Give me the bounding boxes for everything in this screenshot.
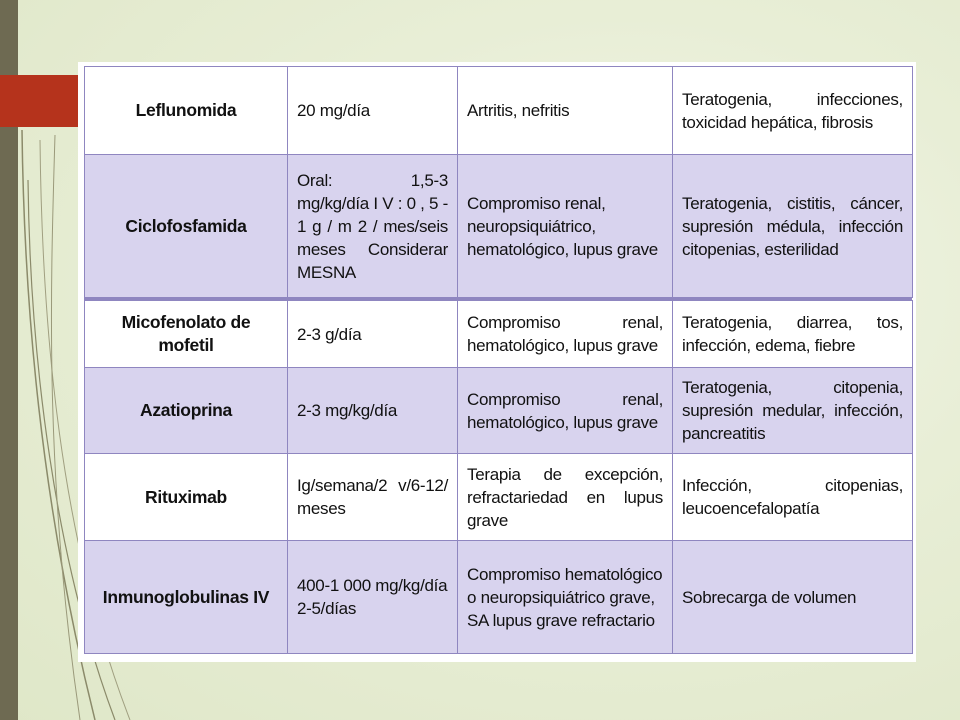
indication-cell: Artritis, nefritis [458,67,673,155]
dose-cell: 2-3 g/día [288,301,458,368]
red-accent-tab [0,75,78,127]
indication-cell: Compromiso renal, neuropsiquiátrico, hematológico, lupus grave [458,155,673,298]
indication-cell: Compromiso renal, hematológico, lupus grave [458,301,673,368]
drug-name: Rituximab [85,454,288,541]
indication-cell: Compromiso hematológico o neuropsiquiátrico grave, SA lupus grave refractario [458,541,673,654]
table-row [85,368,913,454]
table-row [85,67,913,155]
indication-cell: Compromiso renal, hematológico, lupus grave [458,368,673,454]
adverse-effects-cell: Teratogenia, diarrea, tos, infección, edema, fiebre [673,301,913,368]
drug-name: Micofenolato de mofetil [85,301,288,368]
adverse-effects-cell: Teratogenia, citopenia, supresión medular, infección, pancreatitis [673,368,913,454]
dose-cell: 20 mg/día [288,67,458,155]
table-row [85,301,913,368]
immunosuppressant-table-bottom [84,300,913,654]
indication-cell: Terapia de excepción, refractariedad en lupus grave [458,454,673,541]
table-row [85,541,913,654]
dose-cell: Oral: 1,5-3 mg/kg/día I V : 0 , 5 - 1 g / m 2 / mes/seis meses Considerar MESNA [288,155,458,298]
table-row [85,155,913,298]
adverse-effects-cell: Sobrecarga de volumen [673,541,913,654]
drug-name: Azatioprina [85,368,288,454]
dose-cell: 2-3 mg/kg/día [288,368,458,454]
table-row [85,454,913,541]
drug-name: Leflunomida [85,67,288,155]
adverse-effects-cell: Infección, citopenias, leucoencefalopatía [673,454,913,541]
immunosuppressant-table-top [84,66,913,298]
drug-name: Ciclofosfamida [85,155,288,298]
adverse-effects-cell: Teratogenia, cistitis, cáncer, supresión médula, infección citopenias, esterilidad [673,155,913,298]
adverse-effects-cell: Teratogenia, infecciones, toxicidad hepática, fibrosis [673,67,913,155]
dose-cell: 400-1 000 mg/kg/día 2-5/días [288,541,458,654]
drug-name: Inmunoglobulinas IV [85,541,288,654]
dose-cell: Ig/semana/2 v/6-12/ meses [288,454,458,541]
